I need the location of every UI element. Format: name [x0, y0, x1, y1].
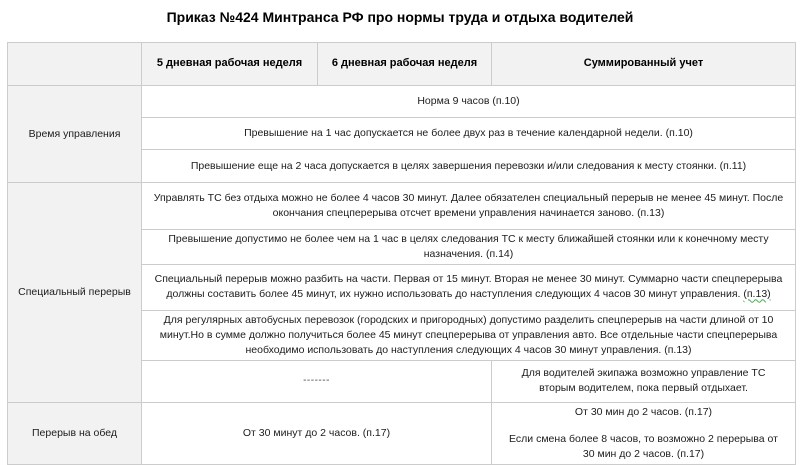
driving-time-exceed-2h-cell: Превышение еще на 2 часа допускается в целях завершения перевозки и/или следования к месту стоянки. (п.11)	[142, 150, 796, 183]
table-row	[8, 183, 796, 230]
driving-time-exceed-1h-cell: Превышение на 1 час допускается не более двух раз в течение календарной недели. (п.10)	[142, 118, 796, 150]
lunch-break-workweek-cell: От 30 минут до 2 часов. (п.17)	[142, 402, 492, 465]
table-row	[8, 402, 796, 465]
header-row	[8, 43, 796, 86]
lunch-break-summed-line2: Если смена более 8 часов, то возможно 2 перерыва от 30 мин до 2 часов. (п.17)	[509, 433, 778, 461]
col-header-summed: Суммированный учет	[492, 43, 796, 86]
norms-table	[7, 42, 796, 465]
driving-time-norm-cell: Норма 9 часов (п.10)	[142, 86, 796, 118]
special-break-exceed-1h-cell: Превышение допустимо не более чем на 1 час в целях следования ТС к месту ближайшей стоянки или к конечному месту назначения. (п.14)	[142, 230, 796, 265]
section-lunch-break-label: Перерыв на обед	[8, 402, 142, 465]
table-row	[8, 86, 796, 118]
split-parts-text: Специальный перерыв можно разбить на части. Первая от 15 минут. Вторая не менее 30 минут. Суммарно части спецперерыва должны составить более 45 минут, их нужно использовать до наступления следующих 4 часов 30 минут управления.	[154, 273, 783, 301]
special-break-rule-430-cell: Управлять ТС без отдыха можно не более 4 часов 30 минут. Далее обязателен специальный перерыв не менее 45 минут. После окончания спецперерыва отсчет времени управления начинается заново. (п.13)	[142, 183, 796, 230]
col-header-6day-week: 6 дневная рабочая неделя	[318, 43, 492, 86]
page-title: Приказ №424 Минтранса РФ про нормы труда и отдыха водителей	[166, 9, 634, 25]
corner-cell	[8, 43, 142, 86]
section-driving-time-label: Время управления	[8, 86, 142, 183]
special-break-split-parts-cell	[142, 264, 796, 310]
section-special-break-label: Специальный перерыв	[8, 183, 142, 403]
special-break-crew-cell: Для водителей экипажа возможно управление ТС вторым водителем, пока первый отдыхает.	[492, 360, 796, 402]
split-parts-clause-ref: (п.13)	[743, 288, 771, 301]
special-break-bus-routes-cell: Для регулярных автобусных перевозок (городских и пригородных) допустимо разделить спецперерыв на части длиной от 10 минут.Но в сумме должно получиться более 45 минут спецперерыва от управления авто. Все отдельные части спецперерыва необходимо использовать до наступления следующих 4 часов 30 минут управления. (п.13)	[142, 310, 796, 360]
col-header-5day-week: 5 дневная рабочая неделя	[142, 43, 318, 86]
lunch-break-summed-cell	[492, 402, 796, 465]
special-break-dash-cell	[142, 360, 492, 402]
dash-placeholder: -------	[303, 375, 330, 387]
lunch-break-summed-line1: От 30 мин до 2 часов. (п.17)	[574, 405, 713, 418]
